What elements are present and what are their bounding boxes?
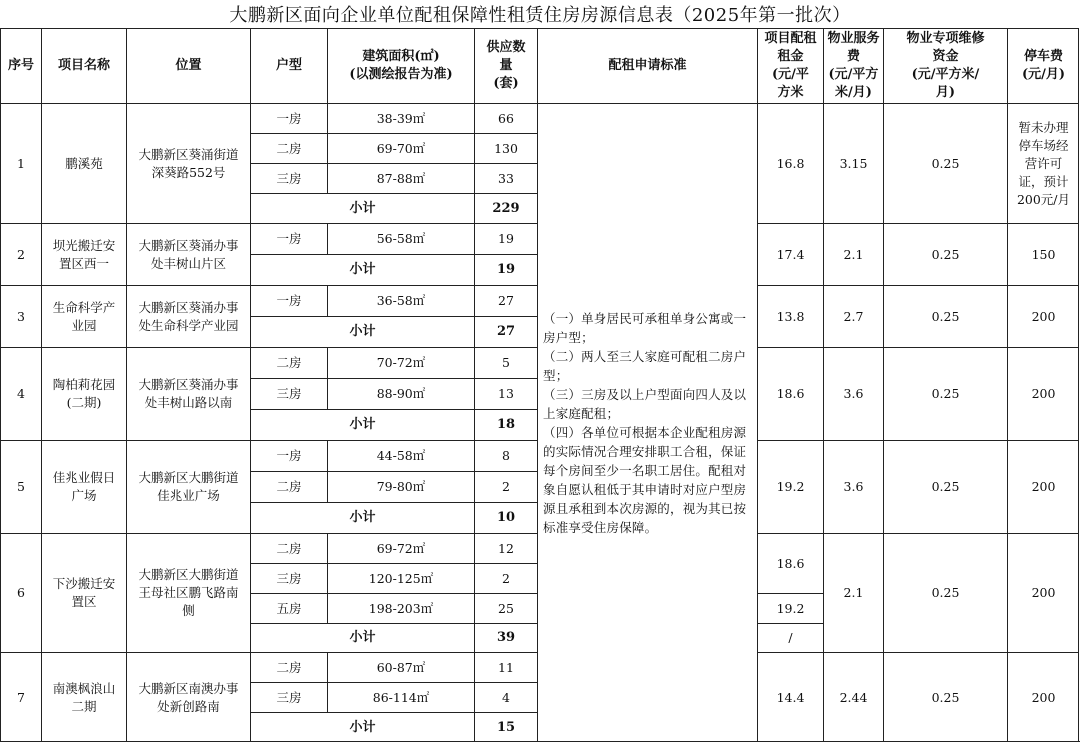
unit-supply: [474, 471, 537, 502]
project-rent: [757, 103, 823, 223]
project-rent-text: 19.2: [776, 600, 805, 616]
unit-type-text: 五房: [276, 600, 302, 616]
subtotal-value: [474, 254, 537, 285]
project-parking-text: 200: [1031, 689, 1056, 705]
unit-area-text: 198-203㎡: [368, 600, 434, 616]
project-property-fee: [823, 440, 883, 533]
unit-area: [327, 223, 474, 254]
project-property-fee: [823, 533, 883, 652]
unit-type-text: 三房: [276, 170, 302, 186]
unit-supply: [474, 652, 537, 682]
unit-area: [327, 285, 474, 316]
unit-type-text: 二房: [276, 540, 302, 556]
project-location: [126, 285, 250, 347]
unit-supply-text: 4: [502, 689, 510, 705]
project-rent: [757, 623, 823, 652]
header-area-text: 建筑面积(㎡) (以测绘报告为准): [349, 49, 453, 82]
unit-area: [327, 682, 474, 712]
header-parking: [1007, 28, 1079, 103]
header-parking-text: 停车费 (元/月): [1021, 49, 1066, 82]
subtotal-label: [250, 502, 474, 533]
unit-type-text: 三房: [276, 386, 302, 401]
project-parking: [1007, 347, 1079, 440]
unit-area-text: 120-125㎡: [368, 570, 434, 586]
project-rent-text: /: [788, 630, 793, 645]
project-maintenance-text: 0.25: [931, 308, 960, 324]
subtotal-value-text: 27: [496, 324, 516, 339]
project-rent-text: 18.6: [776, 386, 805, 401]
header-maintenance: [883, 28, 1007, 103]
application-standard: [537, 103, 757, 742]
project-parking-text: 200: [1031, 585, 1056, 600]
project-rent-text: 13.8: [776, 308, 805, 324]
project-name-text: 南澳枫浪山 二期: [52, 680, 116, 714]
unit-area: [327, 440, 474, 471]
project-property-fee-text: 2.1: [843, 246, 864, 262]
unit-area-text: 69-70㎡: [376, 140, 426, 156]
project-maintenance-text: 0.25: [931, 155, 960, 171]
project-location-text: 大鹏新区南澳办事 处新创路南: [138, 680, 239, 714]
header-location: [126, 28, 250, 103]
project-property-fee-text: 3.15: [839, 155, 868, 171]
subtotal-label: [250, 254, 474, 285]
project-location: [126, 440, 250, 533]
project-rent-text: 17.4: [776, 246, 805, 262]
unit-area: [327, 593, 474, 623]
project-rent: [757, 223, 823, 285]
unit-type: [250, 593, 327, 623]
project-property-fee: [823, 223, 883, 285]
table-title: 大鹏新区面向企业单位配租保障性租赁住房房源信息表（2025年第一批次）: [229, 5, 851, 26]
unit-type-text: 一房: [276, 293, 302, 308]
project-parking: [1007, 223, 1079, 285]
subtotal-label-text: 小计: [349, 200, 376, 216]
subtotal-label-text: 小计: [349, 510, 376, 525]
project-rent-text: 16.8: [776, 155, 805, 171]
project-maintenance-text: 0.25: [931, 689, 960, 705]
project-maintenance: [883, 103, 1007, 223]
header-name: [41, 28, 126, 103]
project-seq: [0, 652, 41, 742]
subtotal-value-text: 19: [496, 262, 516, 277]
unit-supply: [474, 223, 537, 254]
unit-supply-text: 66: [498, 110, 514, 126]
project-location-text: 大鹏新区大鹏街道 佳兆业广场: [138, 470, 239, 503]
unit-area: [327, 347, 474, 378]
project-name: [41, 103, 126, 223]
project-property-fee-text: 3.6: [843, 386, 864, 401]
subtotal-value-text: 15: [496, 719, 516, 735]
subtotal-value: [474, 502, 537, 533]
header-unit-type: [250, 28, 327, 103]
project-property-fee: [823, 347, 883, 440]
unit-supply-text: 5: [502, 355, 510, 370]
project-rent-text: 14.4: [776, 689, 805, 705]
project-parking-text: 200: [1031, 308, 1056, 324]
subtotal-label-text: 小计: [349, 324, 376, 339]
project-rent: [757, 347, 823, 440]
unit-type-text: 二房: [276, 355, 302, 370]
project-property-fee: [823, 652, 883, 742]
unit-area-text: 44-58㎡: [376, 448, 426, 463]
unit-area-text: 56-58㎡: [376, 231, 426, 246]
header-rent-text: 项目配租 租金 (元/平 方米: [764, 31, 817, 100]
project-rent: [757, 440, 823, 533]
project-maintenance-text: 0.25: [931, 246, 960, 262]
project-maintenance: [883, 347, 1007, 440]
unit-supply-text: 2: [502, 479, 510, 494]
unit-supply: [474, 682, 537, 712]
unit-area-text: 69-72㎡: [376, 540, 426, 556]
project-maintenance: [883, 223, 1007, 285]
unit-area: [327, 652, 474, 682]
project-parking: [1007, 652, 1079, 742]
project-maintenance: [883, 533, 1007, 652]
project-property-fee-text: 2.7: [843, 308, 864, 324]
unit-type-text: 三房: [276, 689, 302, 705]
unit-supply: [474, 440, 537, 471]
unit-type: [250, 533, 327, 563]
subtotal-label-text: 小计: [349, 262, 376, 277]
unit-type: [250, 682, 327, 712]
unit-supply-text: 19: [498, 231, 514, 246]
project-rent: [757, 593, 823, 623]
project-name: [41, 533, 126, 652]
unit-type: [250, 133, 327, 163]
subtotal-label-text: 小计: [349, 417, 376, 432]
unit-area-text: 36-58㎡: [376, 293, 426, 308]
subtotal-label: [250, 193, 474, 223]
unit-supply-text: 25: [498, 600, 514, 616]
project-location-text: 大鹏新区大鹏街道 王母社区鹏飞路南 侧: [138, 567, 239, 618]
project-location: [126, 223, 250, 285]
subtotal-label: [250, 623, 474, 652]
project-name: [41, 285, 126, 347]
unit-area-text: 88-90㎡: [376, 386, 426, 401]
project-seq-text: 1: [17, 155, 25, 171]
project-location-text: 大鹏新区葵涌办事 处生命科学产业园: [138, 299, 239, 333]
project-property-fee: [823, 103, 883, 223]
project-property-fee-text: 3.6: [843, 479, 864, 494]
subtotal-value: [474, 623, 537, 652]
unit-area: [327, 533, 474, 563]
unit-type: [250, 347, 327, 378]
project-seq-text: 5: [17, 479, 25, 494]
subtotal-value-text: 39: [496, 630, 516, 645]
unit-area: [327, 133, 474, 163]
project-location-text: 大鹏新区葵涌办事 处丰树山路以南: [138, 377, 239, 410]
header-seq: [0, 28, 41, 103]
unit-supply: [474, 593, 537, 623]
unit-type-text: 三房: [276, 570, 302, 586]
project-seq-text: 3: [17, 308, 25, 324]
project-name-text: 鹏溪苑: [65, 155, 103, 171]
unit-supply: [474, 103, 537, 133]
project-parking: [1007, 103, 1079, 223]
project-name-text: 下沙搬迁安 置区: [52, 576, 116, 609]
unit-type-text: 一房: [276, 231, 302, 246]
project-seq: [0, 223, 41, 285]
subtotal-label-text: 小计: [349, 719, 376, 735]
subtotal-value: [474, 712, 537, 742]
subtotal-value: [474, 316, 537, 347]
project-maintenance-text: 0.25: [931, 386, 960, 401]
subtotal-value: [474, 409, 537, 440]
project-location-text: 大鹏新区葵涌街道 深葵路552号: [138, 146, 239, 180]
unit-supply-text: 130: [494, 140, 518, 156]
header-maintenance-text: 物业专项维修 资金 (元/平方米/ 月): [906, 31, 985, 100]
project-location: [126, 533, 250, 652]
project-rent: [757, 652, 823, 742]
project-location: [126, 103, 250, 223]
unit-type-text: 二房: [276, 140, 302, 156]
unit-type: [250, 563, 327, 593]
project-parking: [1007, 285, 1079, 347]
project-seq: [0, 533, 41, 652]
subtotal-label: [250, 712, 474, 742]
header-area: [327, 28, 474, 103]
header-supply: [474, 28, 537, 103]
project-name: [41, 223, 126, 285]
unit-type: [250, 163, 327, 193]
subtotal-label-text: 小计: [349, 630, 376, 645]
unit-supply-text: 2: [502, 570, 510, 586]
project-name-text: 坝光搬迁安 置区西一: [52, 237, 116, 271]
project-name: [41, 440, 126, 533]
header-unit-type-text: 户型: [275, 58, 302, 73]
header-name-text: 项目名称: [57, 58, 110, 73]
unit-supply: [474, 347, 537, 378]
project-seq: [0, 285, 41, 347]
project-property-fee-text: 2.44: [839, 689, 868, 705]
subtotal-label: [250, 316, 474, 347]
subtotal-value-text: 10: [496, 510, 516, 525]
project-seq: [0, 103, 41, 223]
unit-type: [250, 440, 327, 471]
unit-supply: [474, 133, 537, 163]
subtotal-label: [250, 409, 474, 440]
unit-supply-text: 13: [498, 386, 514, 401]
project-parking-text: 200: [1031, 479, 1056, 494]
project-name-text: 佳兆业假日 广场: [52, 470, 116, 503]
subtotal-value: [474, 193, 537, 223]
unit-type-text: 一房: [276, 448, 302, 463]
project-name-text: 陶柏莉花园 (二期): [52, 377, 116, 410]
project-parking-text: 暂未办理 停车场经 营许可 证，预计 200元/月: [1016, 119, 1071, 207]
project-seq-text: 2: [17, 246, 25, 262]
unit-type: [250, 223, 327, 254]
unit-area: [327, 103, 474, 133]
project-seq: [0, 347, 41, 440]
unit-supply-text: 33: [498, 170, 514, 186]
unit-type: [250, 471, 327, 502]
project-property-fee: [823, 285, 883, 347]
project-parking-text: 200: [1031, 386, 1056, 401]
unit-area-text: 60-87㎡: [376, 659, 426, 675]
unit-supply: [474, 285, 537, 316]
unit-type: [250, 652, 327, 682]
subtotal-value-text: 229: [492, 200, 520, 216]
unit-area-text: 79-80㎡: [376, 479, 426, 494]
unit-type-text: 一房: [276, 110, 302, 126]
application-standard-text: （一）单身居民可承租单身公寓或一房户型； （二）两人至三人家庭可配租二房户型； （三）三房及以上户型面向四人及以上家庭配租； （四）各单位可根据本企业配租房源的实际情况合理安排职工合租，保证每个房间至少一名职工居住。配租对象自愿认租低于其申请时对应户型房源且承租到本次房源的，视为其已按标准享受住房保障。: [543, 311, 747, 535]
unit-type: [250, 285, 327, 316]
unit-supply-text: 11: [498, 659, 514, 675]
project-maintenance-text: 0.25: [931, 585, 960, 600]
project-rent-text: 18.6: [776, 555, 805, 571]
project-location: [126, 652, 250, 742]
unit-area: [327, 378, 474, 409]
header-standard-text: 配租申请标准: [608, 58, 687, 73]
project-seq: [0, 440, 41, 533]
header-property-fee: [823, 28, 883, 103]
unit-type: [250, 103, 327, 133]
project-parking: [1007, 440, 1079, 533]
unit-type-text: 二房: [276, 659, 302, 675]
project-name: [41, 347, 126, 440]
header-rent: [757, 28, 823, 103]
project-seq-text: 7: [17, 689, 25, 705]
project-maintenance: [883, 440, 1007, 533]
header-property-fee-text: 物业服务 费 (元/平方 米/月): [827, 31, 880, 100]
unit-supply: [474, 563, 537, 593]
project-maintenance-text: 0.25: [931, 479, 960, 494]
unit-area-text: 87-88㎡: [376, 170, 426, 186]
unit-area-text: 70-72㎡: [376, 355, 426, 370]
project-maintenance: [883, 652, 1007, 742]
unit-supply: [474, 163, 537, 193]
project-rent: [757, 285, 823, 347]
unit-supply-text: 27: [498, 293, 514, 308]
unit-supply-text: 12: [498, 540, 514, 556]
project-property-fee-text: 2.1: [843, 585, 864, 600]
unit-supply-text: 8: [502, 448, 510, 463]
header-location-text: 位置: [175, 58, 202, 73]
unit-area: [327, 563, 474, 593]
unit-type: [250, 378, 327, 409]
project-name-text: 生命科学产 业园: [52, 299, 116, 333]
unit-area: [327, 163, 474, 193]
unit-area-text: 86-114㎡: [372, 689, 430, 705]
project-maintenance: [883, 285, 1007, 347]
project-rent: [757, 533, 823, 593]
unit-type-text: 二房: [276, 479, 302, 494]
project-seq-text: 6: [17, 585, 25, 600]
project-location: [126, 347, 250, 440]
header-standard: [537, 28, 757, 103]
unit-area-text: 38-39㎡: [376, 110, 426, 126]
project-parking: [1007, 533, 1079, 652]
project-seq-text: 4: [17, 386, 25, 401]
unit-area: [327, 471, 474, 502]
header-seq-text: 序号: [7, 58, 34, 73]
project-location-text: 大鹏新区葵涌办事 处丰树山片区: [138, 237, 239, 271]
project-rent-text: 19.2: [776, 479, 805, 494]
header-supply-text: 供应数 量 (套): [486, 40, 526, 91]
project-name: [41, 652, 126, 742]
unit-supply: [474, 533, 537, 563]
subtotal-value-text: 18: [496, 417, 516, 432]
project-parking-text: 150: [1031, 246, 1056, 262]
unit-supply: [474, 378, 537, 409]
